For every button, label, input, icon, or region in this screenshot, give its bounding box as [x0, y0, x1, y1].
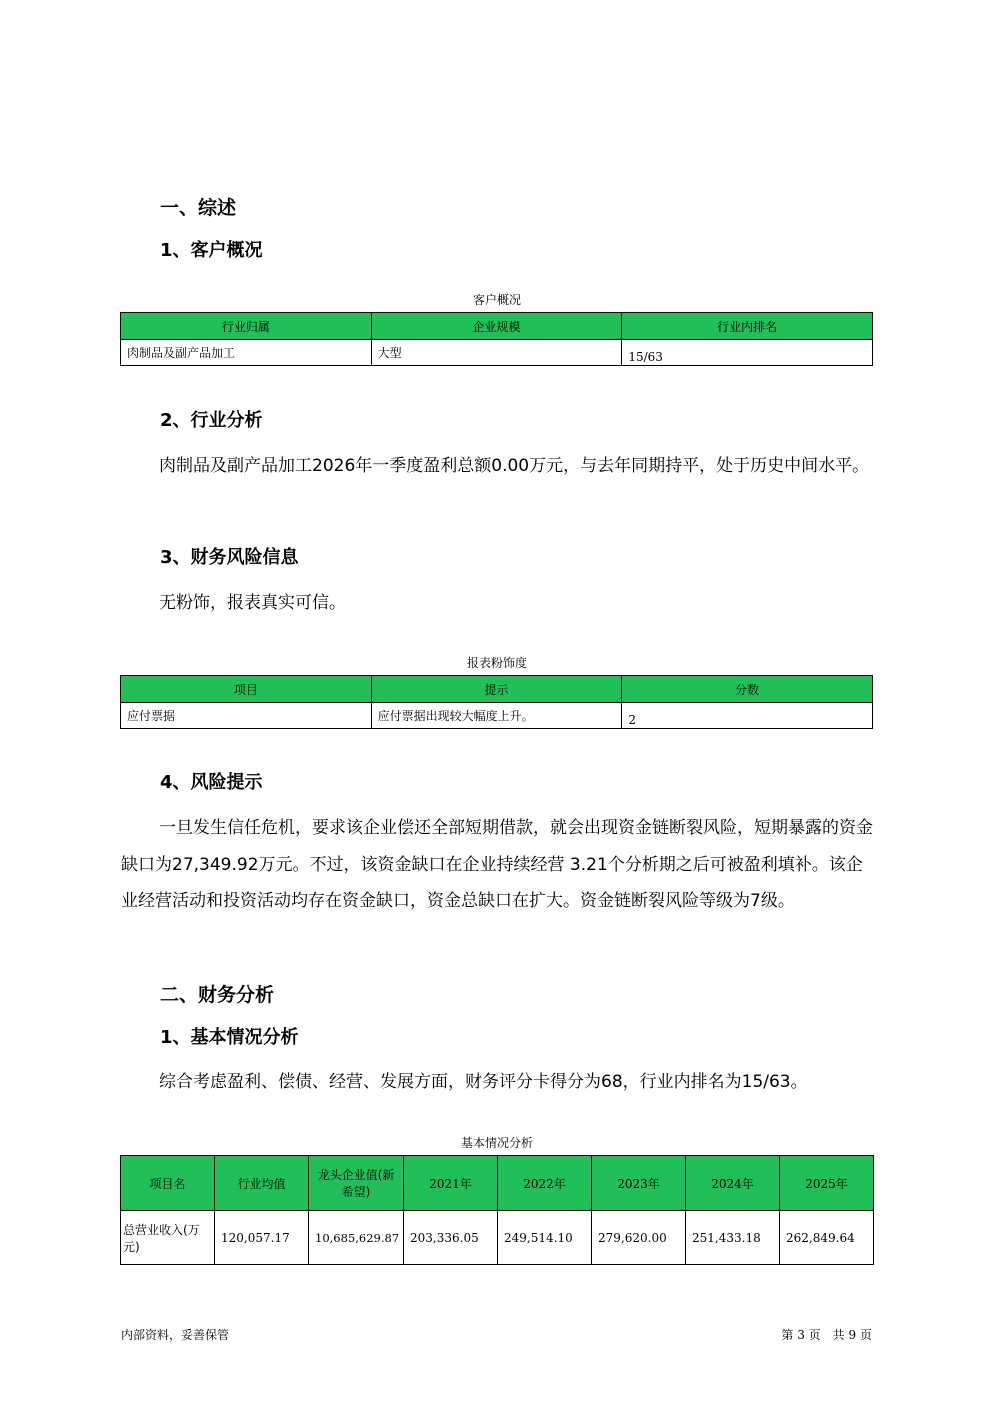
- customer-table: [120, 312, 873, 366]
- table-row: [121, 340, 873, 366]
- table-caption-whitewash: 报表粉饰度: [466, 656, 527, 670]
- table-cell: 279,620.00: [592, 1211, 686, 1265]
- page-mid: 页 共: [808, 1328, 845, 1342]
- industry-paragraph: 肉制品及副产品加工2026年一季度盈利总额0.00万元，与去年同期持平，处于历史中间水平。: [159, 456, 870, 476]
- table-header: 行业归属: [121, 313, 372, 340]
- subsection-title-risk-info: 3、财务风险信息: [160, 547, 299, 568]
- table-cell: 10,685,629.87: [309, 1211, 404, 1265]
- basic-paragraph: 综合考虑盈利、偿债、经营、发展方面，财务评分卡得分为68，行业内排名为15/63。: [159, 1072, 808, 1092]
- page-total: 9: [848, 1328, 857, 1342]
- page-prefix: 第: [781, 1328, 794, 1342]
- table-header: 2021年: [404, 1156, 498, 1211]
- table-cell: 15/63: [622, 340, 873, 366]
- table-cell: 总营业收入(万元): [121, 1211, 215, 1265]
- footer-note: 内部资料，妥善保管: [121, 1328, 230, 1342]
- table-cell: 肉制品及副产品加工: [121, 340, 372, 366]
- table-cell: 大型: [371, 340, 622, 366]
- table-header: 2022年: [498, 1156, 592, 1211]
- table-header: 行业均值: [215, 1156, 309, 1211]
- subsection-title-basic: 1、基本情况分析: [160, 1027, 299, 1048]
- table-cell: 2: [622, 703, 873, 729]
- table-cell: 262,849.64: [780, 1211, 874, 1265]
- table-header: 企业规模: [371, 313, 622, 340]
- risk-warning-paragraph: 一旦发生信任危机，要求该企业偿还全部短期借款，就会出现资金链断裂风险，短期暴露的资金缺口为27,349.92万元。不过，该资金缺口在企业持续经营 3.21个分析期之后可被盈利填补。该企业经营活动和投资活动均存在资金缺口，资金总缺口在扩大。资金链断裂风险等级为7级。: [121, 818, 873, 911]
- page-current: 3: [797, 1328, 805, 1342]
- page-indicator: [781, 1326, 872, 1343]
- table-header: 行业内排名: [622, 313, 873, 340]
- table-caption-customer: 客户概况: [472, 293, 521, 307]
- page-suffix: 页: [859, 1328, 872, 1342]
- subsection-title-customer: 1、客户概况: [160, 240, 263, 261]
- table-header: 龙头企业值(新希望): [309, 1156, 404, 1211]
- basic-table: [120, 1155, 874, 1265]
- whitewash-table: [120, 675, 873, 729]
- table-cell: 120,057.17: [215, 1211, 309, 1265]
- table-row: [121, 1211, 874, 1265]
- table-caption-basic: 基本情况分析: [460, 1136, 533, 1150]
- table-header: 2024年: [686, 1156, 780, 1211]
- table-header: 2023年: [592, 1156, 686, 1211]
- table-cell: 应付票据: [121, 703, 372, 729]
- subsection-title-risk-warning: 4、风险提示: [160, 772, 263, 793]
- table-header: 项目名: [121, 1156, 215, 1211]
- section-title-overview: 一、综述: [160, 197, 237, 219]
- subsection-title-industry: 2、行业分析: [160, 410, 263, 431]
- table-cell: 应付票据出现较大幅度上升。: [371, 703, 622, 729]
- table-header: 项目: [121, 676, 372, 703]
- table-cell: 249,514.10: [498, 1211, 592, 1265]
- table-cell: 251,433.18: [686, 1211, 780, 1265]
- section-title-financial: 二、财务分析: [160, 984, 275, 1006]
- table-header: 提示: [371, 676, 622, 703]
- table-cell: 203,336.05: [404, 1211, 498, 1265]
- table-header: 分数: [622, 676, 873, 703]
- table-header: 2025年: [780, 1156, 874, 1211]
- risk-info-paragraph: 无粉饰，报表真实可信。: [159, 593, 346, 613]
- table-row: [121, 703, 873, 729]
